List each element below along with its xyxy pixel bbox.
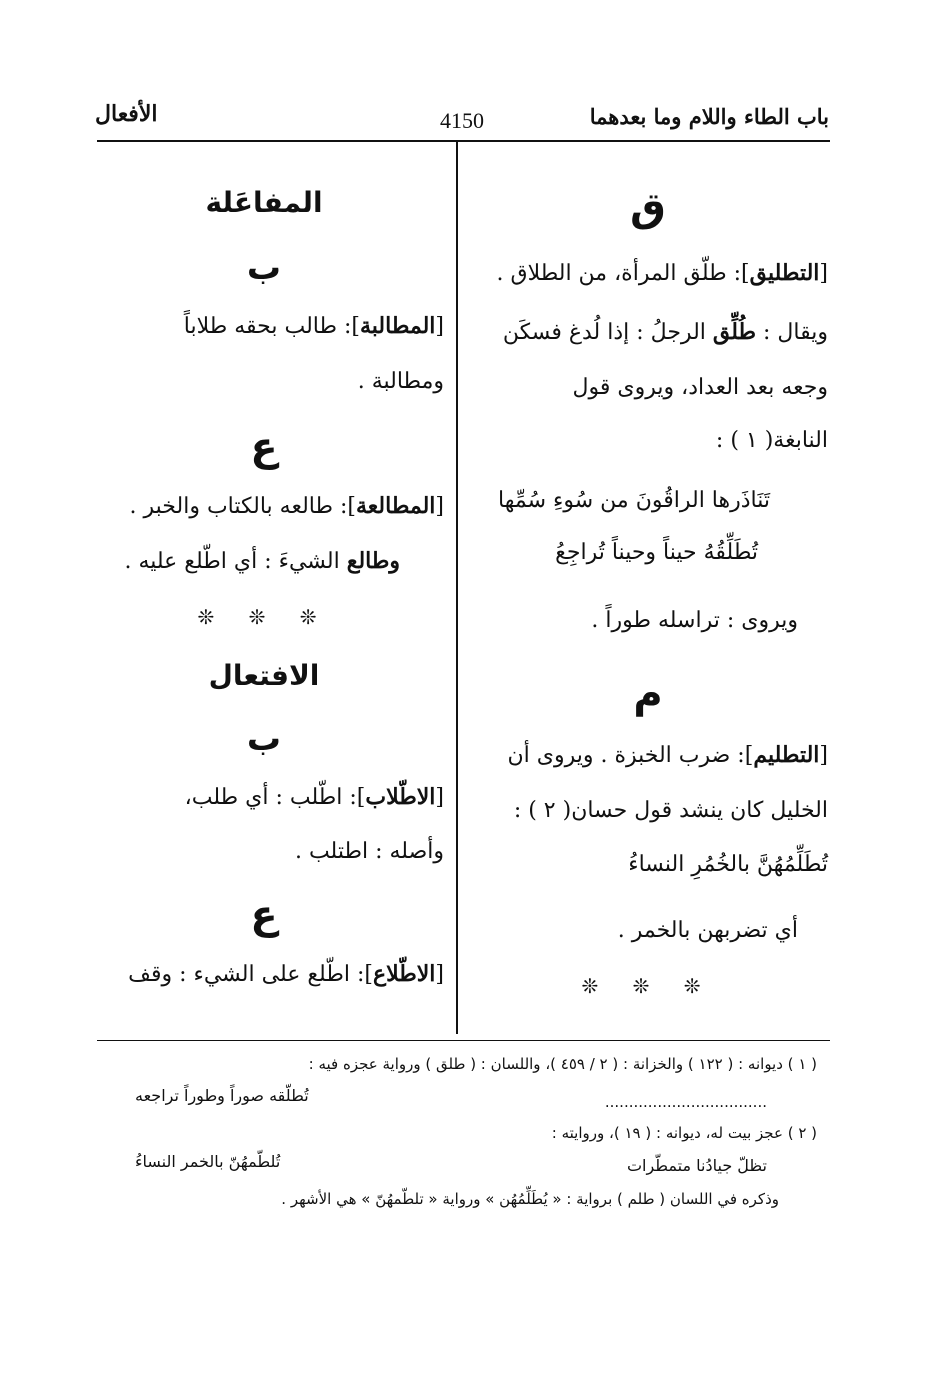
verse-line-2: تُطَلِّقُهُ حيناً وحيناً تُراجِعُ [555, 540, 758, 565]
footnote-2: ( ٢ ) عجز بيت له، ديوانه : ( ١٩ )، وروايته : [551, 1124, 817, 1142]
definition: : طالعه بالكتاب والخبر . [129, 494, 348, 519]
entry-talaa [84, 550, 444, 573]
definition: : اطّلع على الشيء : وقف [128, 962, 365, 987]
entry-ittilab: [الاطّلاب]: اطّلب : أي طلب، [184, 784, 444, 810]
header-rule [97, 140, 830, 142]
entry-mutalaba: [المطالبة]: طالب بحقه طلاباً [183, 313, 444, 339]
section-separator-stars: ❊ ❊ ❊ [197, 605, 331, 629]
headword: وطالع [346, 548, 400, 574]
text: ويقال : [763, 320, 828, 345]
right-column [468, 150, 828, 998]
headword: التطليم [753, 742, 820, 768]
entry-yuqal-line2: وجعه بعد العداد، ويروى قول [572, 375, 828, 400]
section-title-mufaala: المفاعَلة [205, 186, 323, 219]
running-head-left: الأفعال [95, 101, 158, 127]
headword: الاطّلاع [372, 961, 436, 987]
headword: طُلِّق [712, 319, 757, 345]
text: الرجلُ : إذا لُدغ فسكَن [502, 320, 706, 345]
footnote-1: ( ١ ) ديوانه : ( ١٢٢ ) والخزانة : ( ٢ / ٤٥٩ )، واللسان : ( طلق ) ورواية عجزه فيه : [308, 1055, 817, 1073]
section-letter-ba-2: ب [246, 719, 282, 759]
variant-reading: ويروى : تراسله طوراً . [591, 608, 798, 633]
entry-yuqal-line3: النابغة( ١ ) : [715, 428, 828, 453]
footnote-2-note: وذكره في اللسان ( طلم ) برواية : « يُطَلِّمُهُن » ورواية « تلطّمهُنّ » هي الأشهر . [281, 1190, 779, 1208]
entry-yuqal-line1 [468, 321, 828, 344]
definition: : طالب بحقه طلاباً [183, 314, 352, 339]
section-letter-ain-2: ع [250, 892, 278, 938]
section-letter-mim: م [633, 671, 663, 717]
section-letter-qaf: ق [630, 185, 666, 231]
page-number: 4150 [440, 108, 484, 133]
section-title-iftiaal: الافتعال [208, 659, 320, 692]
entry-ittilab-line2: وأصله : اطتلب . [294, 839, 444, 864]
footnote-1-dots: .................................. [604, 1093, 767, 1111]
footnote-rule [97, 1040, 830, 1041]
section-separator-stars: ❊ ❊ ❊ [581, 974, 715, 998]
headword: المطالعة [356, 493, 436, 519]
entry-tatliq: [التطليق]: طلّق المرأة، من الطلاق . [496, 260, 828, 286]
footnote-2-verse-a: تظلّ جيادُنا متمطّرات [626, 1156, 767, 1175]
column-divider [456, 141, 458, 1034]
entry-ittilaa: [الاطّلاع]: اطّلع على الشيء : وقف [128, 961, 444, 987]
verse-line-3: تُطَلِّمُهُنَّ بالخُمُرِ النساءُ [628, 852, 828, 877]
entry-mutalaba-line2: ومطالبة . [357, 369, 444, 394]
meaning-line: أي تضربهن بالخمر . [617, 918, 798, 943]
verse-line-1: تَنَاذَرها الراقُونَ من سُوءِ سُمِّها [498, 488, 770, 513]
headword: المطالبة [359, 313, 436, 339]
entry-tatlim-line2: الخليل كان ينشد قول حسان( ٢ ) : [513, 798, 828, 823]
entry-mutalaa: [المطالعة]: طالعه بالكتاب والخبر . [129, 493, 444, 519]
section-letter-ain: ع [250, 424, 278, 470]
footnote-2-verse-b: تُلطّمهُنّ بالخمر النساءُ [135, 1152, 281, 1171]
entry-tatlim: [التطليم]: ضرب الخبزة . ويروى أن [507, 742, 828, 768]
section-letter-ba: ب [246, 248, 282, 288]
definition: : طلّق المرأة، من الطلاق . [496, 261, 742, 286]
footnote-1-verse: تُطلّقه صوراً وطوراً تراجعه [135, 1086, 309, 1105]
left-column [84, 150, 444, 986]
definition: : ضرب الخبزة . ويروى أن [507, 743, 745, 768]
headword: الاطّلاب [365, 784, 436, 810]
definition: الشيءَ : أي اطّلع عليه . [124, 549, 340, 574]
running-head-right: باب الطاء واللام وما بعدهما [589, 104, 829, 129]
definition: : اطّلب : أي طلب، [184, 785, 357, 810]
headword: التطليق [749, 260, 820, 286]
